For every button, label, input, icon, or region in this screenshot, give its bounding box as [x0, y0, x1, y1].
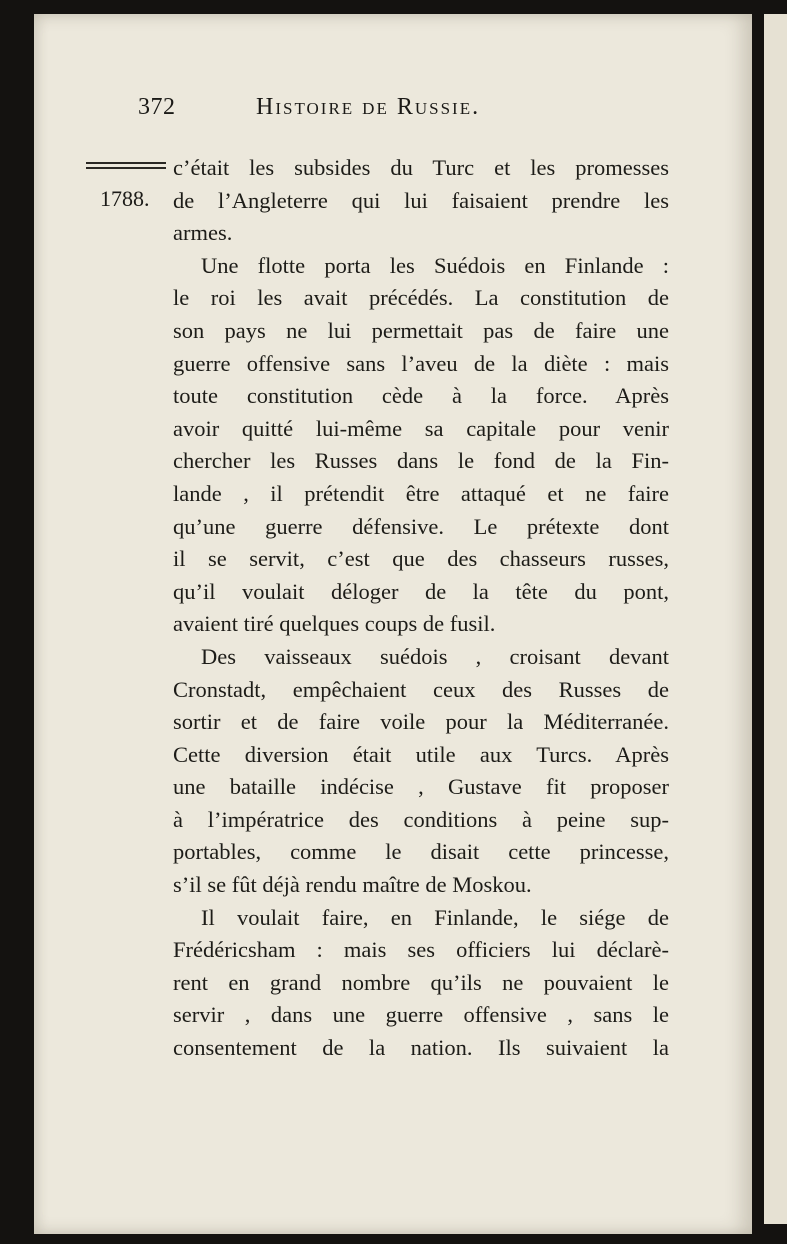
text-line: s’il se fût déjà rendu maître de Moskou. [173, 872, 532, 898]
margin-rule [86, 162, 166, 174]
text-line: guerre offensive sans l’aveu de la diète : mais [173, 350, 669, 376]
text-line: à l’impératrice des conditions à peine sup- [173, 806, 669, 832]
text-line: consentement de la nation. Ils suivaient la [173, 1035, 669, 1061]
text-line: avoir quitté lui-même sa capitale pour venir [173, 415, 669, 441]
page-number: 372 [138, 94, 176, 120]
text-line: le roi les avait précédés. La constitution de [173, 285, 669, 311]
next-page-edge [764, 14, 787, 1224]
text-line: il se servit, c’est que des chasseurs russes, [173, 546, 669, 572]
text-line: servir , dans une guerre offensive , sans le [173, 1002, 669, 1028]
text-line: de l’Angleterre qui lui faisaient prendre les [173, 187, 669, 213]
text-line: qu’il voulait déloger de la tête du pont, [173, 578, 669, 604]
paragraph-start: Il voulait faire, en Finlande, le siége de [201, 904, 669, 930]
text-line: toute constitution cède à la force. Après [173, 383, 669, 409]
running-head [138, 90, 678, 130]
text-line: avaient tiré quelques coups de fusil. [173, 611, 496, 637]
text-line: c’était les subsides du Turc et les promesses [173, 155, 669, 180]
margin-year: 1788. [100, 186, 150, 211]
text-line: Cronstadt, empêchaient ceux des Russes de [173, 676, 669, 702]
body-text [173, 152, 669, 1065]
paragraph-start: Des vaisseaux suédois , croisant devant [201, 643, 669, 669]
book-title: Histoire de Russie. [256, 94, 481, 120]
text-line: une bataille indécise , Gustave fit proposer [173, 774, 669, 800]
text-line: qu’une guerre défensive. Le prétexte dont [173, 513, 669, 539]
text-line: chercher les Russes dans le fond de la Fin- [173, 448, 669, 474]
text-line: Frédéricsham : mais ses officiers lui déclarè- [173, 937, 669, 963]
text-line: armes. [173, 220, 233, 246]
text-line: rent en grand nombre qu’ils ne pouvaient le [173, 969, 669, 995]
text-line: Cette diversion était utile aux Turcs. Après [173, 741, 669, 767]
text-line: son pays ne lui permettait pas de faire une [173, 317, 669, 343]
text-line: lande , il prétendit être attaqué et ne faire [173, 480, 669, 506]
paragraph-start: Une flotte porta les Suédois en Finlande : [201, 252, 669, 278]
text-line: portables, comme le disait cette princesse, [173, 839, 669, 865]
text-line: sortir et de faire voile pour la Méditerranée. [173, 709, 669, 735]
